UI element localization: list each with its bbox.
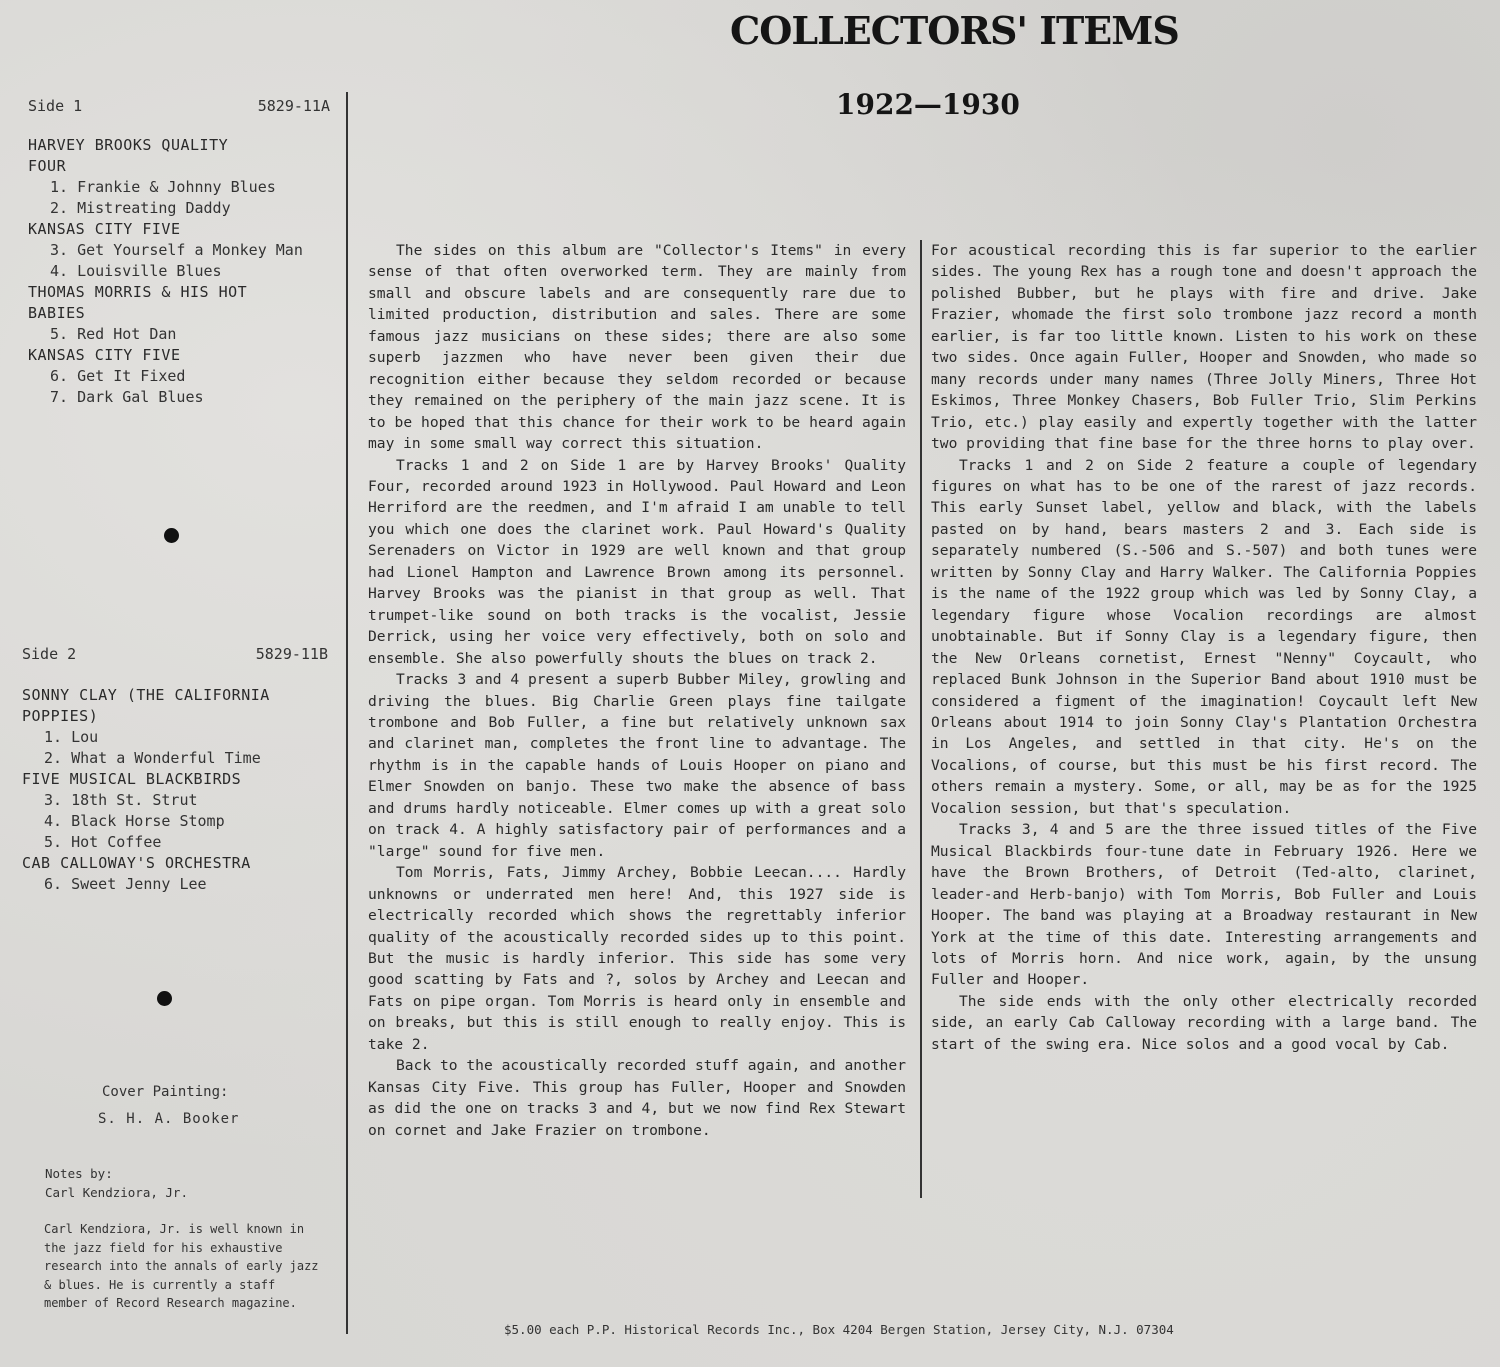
- side1-header: [28, 97, 330, 115]
- side1-label: Side 1: [28, 97, 83, 115]
- liner-notes-paragraph: Tracks 1 and 2 on Side 2 feature a couple of legendary figures on what has to be one of the rarest of jazz records. This early Sunset label, yellow and black, with the labels pasted on by hand, bears masters 2 and 3. Each side is separately numbered (S.-506 and S.-507) and both tunes were written by Sonny Clay and Harry Walker. The California Poppies is the name of the 1922 group which was led by Sonny Clay, a legendary figure whose Vocalion recordings are almost unobtainable. But if Sonny Clay is a legendary figure, then the New Orleans cornetist, Ernest "Nenny" Coycault, who replaced Bunk Johnson in the Superior Band about 1910 must be considered a figment of the imagination! Coycault left New Orleans about 1914 to join Sonny Clay's Plantation Orchestra in Los Angeles, and settled in that city. He's on the Vocalions, of course, but this must be his first record. The others remain a mystery. Some, or all, may be as for the 1925 Vocalion session, but that's speculation.: [931, 456, 1477, 817]
- artist-heading: FIVE MUSICAL BLACKBIRDS: [22, 770, 242, 788]
- liner-notes-paragraph: Tracks 3, 4 and 5 are the three issued titles of the Five Musical Blackbirds four-tune date in February 1926. Here we have the Brown Brothers, of Detroit (Ted-alto, clarinet, leader-and Herb-banjo) with Tom Morris, Bob Fuller and Louis Hooper. The band was playing at a Broadway restaurant in New York at the time of this date. Interesting arrangements and lots of Morris horn. And nice work, again, by the unsung Fuller and Hooper.: [931, 821, 1477, 989]
- liner-notes-paragraph: Tom Morris, Fats, Jimmy Archey, Bobbie Leecan.... Hardly unknowns or underrated men here! And, this 1927 side is electrically recorded which shows the regrettably inferior quality of the acoustically recorded sides up to this point. But the music is hardly inferior. This side has some very good scatting by Fats and ?, solos by Archey and Leecan and Fats on pipe organ. Tom Morris is heard only in ensemble and on breaks, but this is still enough to really enjoy. This is take 2.: [368, 864, 906, 1053]
- album-title: COLLECTORS' ITEMS: [730, 8, 1179, 53]
- liner-notes-paragraph: The sides on this album are "Collector's Items" in every sense of that often overworked term. They are mainly from small and obscure labels and are consequently rare due to limited production, distribution and sales. There are some famous jazz musicians on these sides; there are also some superb jazzmen who have never been given their due recognition either because they seldom recorded or because they remained on the periphery of the main jazz scene. It is to be hoped that this chance for their work to be heard again may in some small way correct this situation.: [368, 242, 906, 453]
- artist-heading: HARVEY BROOKS QUALITY: [28, 136, 229, 154]
- notes-author: Carl Kendziora, Jr.: [45, 1185, 188, 1200]
- track-title: 7. Dark Gal Blues: [50, 388, 204, 406]
- side2-header: [22, 645, 328, 663]
- notes-by-label: Notes by:: [45, 1166, 113, 1181]
- track-title: 5. Hot Coffee: [44, 833, 162, 851]
- side1-track-list: [28, 135, 348, 408]
- side2-track-list: [22, 685, 342, 895]
- track-title: 6. Sweet Jenny Lee: [44, 875, 207, 893]
- year-range: 1922—1930: [836, 88, 1020, 121]
- cover-painting-label: Cover Painting:: [102, 1084, 229, 1100]
- liner-notes-column-1: [368, 240, 906, 1141]
- cover-painting-artist: S. H. A. Booker: [98, 1111, 240, 1127]
- liner-notes-paragraph: For acoustical recording this is far superior to the earlier sides. The young Rex has a rough tone and doesn't approach the polished Bubber, but he plays with fire and drive. Jake Frazier, whomade the first solo trombone jazz record a month earlier, is far too little known. Listen to his work on these two sides. Once again Fuller, Hooper and Snowden, who made so many records under many names (Three Jolly Miners, Three Hot Eskimos, Three Monkey Chasers, Bob Fuller Trio, Slim Perkins Trio, etc.) play easily and expertly together with the latter two providing that fine base for the three horns to play over.: [931, 242, 1477, 453]
- author-biography: Carl Kendziora, Jr. is well known in the jazz field for his exhaustive research into the annals of early jazz & blues. He is currently a staff member of Record Research magazine.: [44, 1222, 319, 1310]
- side2-marker-dot: [157, 991, 172, 1006]
- artist-heading: CAB CALLOWAY'S ORCHESTRA: [22, 854, 251, 872]
- artist-heading: SONNY CLAY (THE CALIFORNIA: [22, 686, 270, 704]
- side2-catalog-number: 5829-11B: [255, 645, 328, 663]
- track-title: 1. Lou: [44, 728, 99, 746]
- track-title: 1. Frankie & Johnny Blues: [50, 178, 276, 196]
- track-title: 5. Red Hot Dan: [50, 325, 177, 343]
- liner-notes-paragraph: The side ends with the only other electrically recorded side, an early Cab Calloway recording with a large band. The start of the swing era. Nice solos and a good vocal by Cab.: [931, 992, 1477, 1053]
- track-title: 2. Mistreating Daddy: [50, 199, 231, 217]
- artist-heading: KANSAS CITY FIVE: [28, 346, 181, 364]
- track-title: 3. Get Yourself a Monkey Man: [50, 241, 303, 259]
- side1-catalog-number: 5829-11A: [257, 97, 330, 115]
- liner-notes-paragraph: Back to the acoustically recorded stuff again, and another Kansas City Five. This group has Fuller, Hooper and Snowden as did the one on tracks 3 and 4, but we now find Rex Stewart on cornet and Jake Frazier on trombone.: [368, 1057, 906, 1139]
- artist-heading: POPPIES): [22, 707, 99, 725]
- side2-label: Side 2: [22, 645, 77, 663]
- artist-heading: THOMAS MORRIS & HIS HOT: [28, 283, 248, 301]
- track-title: 4. Black Horse Stomp: [44, 812, 225, 830]
- track-title: 3. 18th St. Strut: [44, 791, 198, 809]
- track-title: 6. Get It Fixed: [50, 367, 186, 385]
- publisher-footer: $5.00 each P.P. Historical Records Inc., Box 4204 Bergen Station, Jersey City, N.J. 07304: [504, 1322, 1174, 1337]
- artist-heading: KANSAS CITY FIVE: [28, 220, 181, 238]
- liner-notes-column-2: [931, 240, 1477, 1055]
- column-divider-right: [920, 240, 922, 1198]
- artist-heading: BABIES: [28, 304, 86, 322]
- side1-marker-dot: [164, 528, 179, 543]
- track-title: 4. Louisville Blues: [50, 262, 222, 280]
- liner-notes-paragraph: Tracks 1 and 2 on Side 1 are by Harvey Brooks' Quality Four, recorded around 1923 in Hollywood. Paul Howard and Leon Herriford are the reedmen, and I'm afraid I am unable to tell you which one does the clarinet work. Paul Howard's Quality Serenaders on Victor in 1929 are well known and that group had Lionel Hampton and Lawrence Brown among its personnel. Harvey Brooks was the pianist in that group as well. That trumpet-like sound on both tracks is the vocalist, Jessie Derrick, using her voice very effectively, both on solo and ensemble. She also powerfully shouts the blues on track 2.: [368, 456, 906, 667]
- liner-notes-paragraph: Tracks 3 and 4 present a superb Bubber Miley, growling and driving the blues. Big Charlie Green plays fine tailgate trombone and Bob Fuller, a fine but relatively unknown sax and clarinet man, completes the front line to advantage. The rhythm is in the capable hands of Louis Hooper on piano and Elmer Snowden on banjo. These two make the absence of bass and drums hardly noticeable. Elmer comes up with a great solo on track 4. A highly satisfactory pair of performances and a "large" sound for five men.: [368, 671, 906, 860]
- track-title: 2. What a Wonderful Time: [44, 749, 261, 767]
- artist-heading: FOUR: [28, 157, 67, 175]
